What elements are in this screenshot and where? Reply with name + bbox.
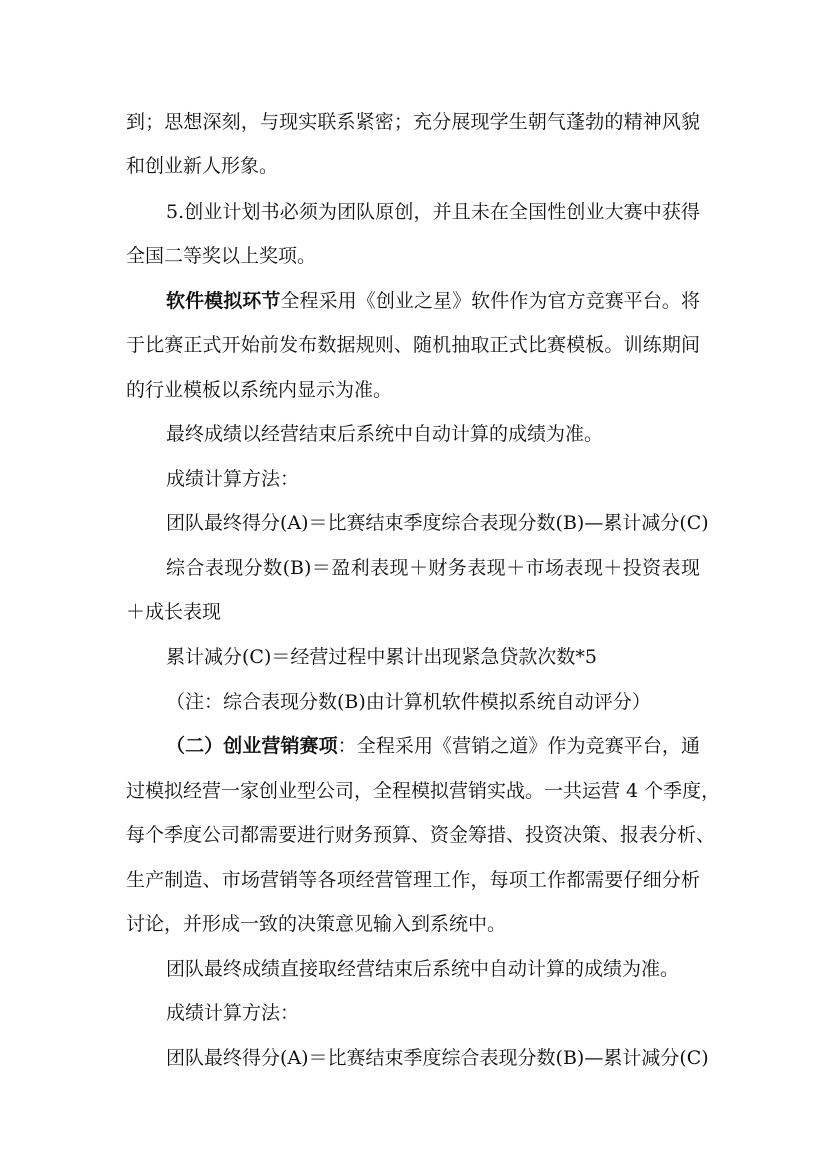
section-lead-text: 全程采用《创业之星》软件作为官方竞赛平台。将 bbox=[280, 290, 700, 312]
paragraph-line: 每个季度公司都需要进行财务预算、资金筹措、投资决策、报表分析、 bbox=[126, 824, 716, 846]
paragraph-line: 和创业新人形象。 bbox=[126, 155, 279, 177]
formula-line: 团队最终得分(A)＝比赛结束季度综合表现分数(B)—累计减分(C) bbox=[166, 1047, 709, 1069]
paragraph-line: 讨论，并形成一致的决策意见输入到系统中。 bbox=[126, 913, 507, 935]
formula-line: 综合表现分数(B)＝盈利表现＋财务表现＋市场表现＋投资表现 bbox=[166, 557, 700, 579]
paragraph-line: 成绩计算方法： bbox=[166, 1002, 300, 1024]
section-lead-line bbox=[166, 289, 700, 313]
paragraph-line: 全国二等奖以上奖项。 bbox=[126, 245, 317, 267]
paragraph-line: 最终成绩以经营结束后系统中自动计算的成绩为准。 bbox=[166, 423, 604, 445]
paragraph-line: 成绩计算方法： bbox=[166, 468, 300, 490]
paragraph-line: 到；思想深刻，与现实联系紧密；充分展现学生朝气蓬勃的精神风貌 bbox=[126, 111, 700, 133]
paragraph-line: 团队最终成绩直接取经营结束后系统中自动计算的成绩为准。 bbox=[166, 958, 680, 980]
paragraph-line: 生产制造、市场营销等各项经营管理工作，每项工作都需要仔细分析 bbox=[126, 869, 700, 891]
paragraph-line: 5.创业计划书必须为团队原创，并且未在全国性创业大赛中获得 bbox=[166, 201, 700, 223]
paragraph-line: 的行业模板以系统内显示为准。 bbox=[126, 379, 393, 401]
formula-line: 累计减分(C)＝经营过程中累计出现紧急贷款次数*5 bbox=[166, 646, 597, 668]
section-title-marketing: （二）创业营销赛项 bbox=[166, 735, 338, 757]
note-line: （注：综合表现分数(B)由计算机软件模拟系统自动评分） bbox=[166, 691, 651, 713]
formula-line: 团队最终得分(A)＝比赛结束季度综合表现分数(B)—累计减分(C) bbox=[166, 512, 709, 534]
paragraph-line: 于比赛正式开始前发布数据规则、随机抽取正式比赛模板。训练期间 bbox=[126, 334, 700, 356]
section-title-software: 软件模拟环节 bbox=[166, 290, 281, 312]
section-lead-text: ：全程采用《营销之道》作为竞赛平台，通 bbox=[337, 735, 700, 757]
section-lead-line bbox=[166, 734, 700, 758]
paragraph-line: 过模拟经营一家创业型公司，全程模拟营销实战。一共运营 4 个季度， bbox=[126, 780, 721, 802]
formula-line: ＋成长表现 bbox=[126, 601, 222, 623]
